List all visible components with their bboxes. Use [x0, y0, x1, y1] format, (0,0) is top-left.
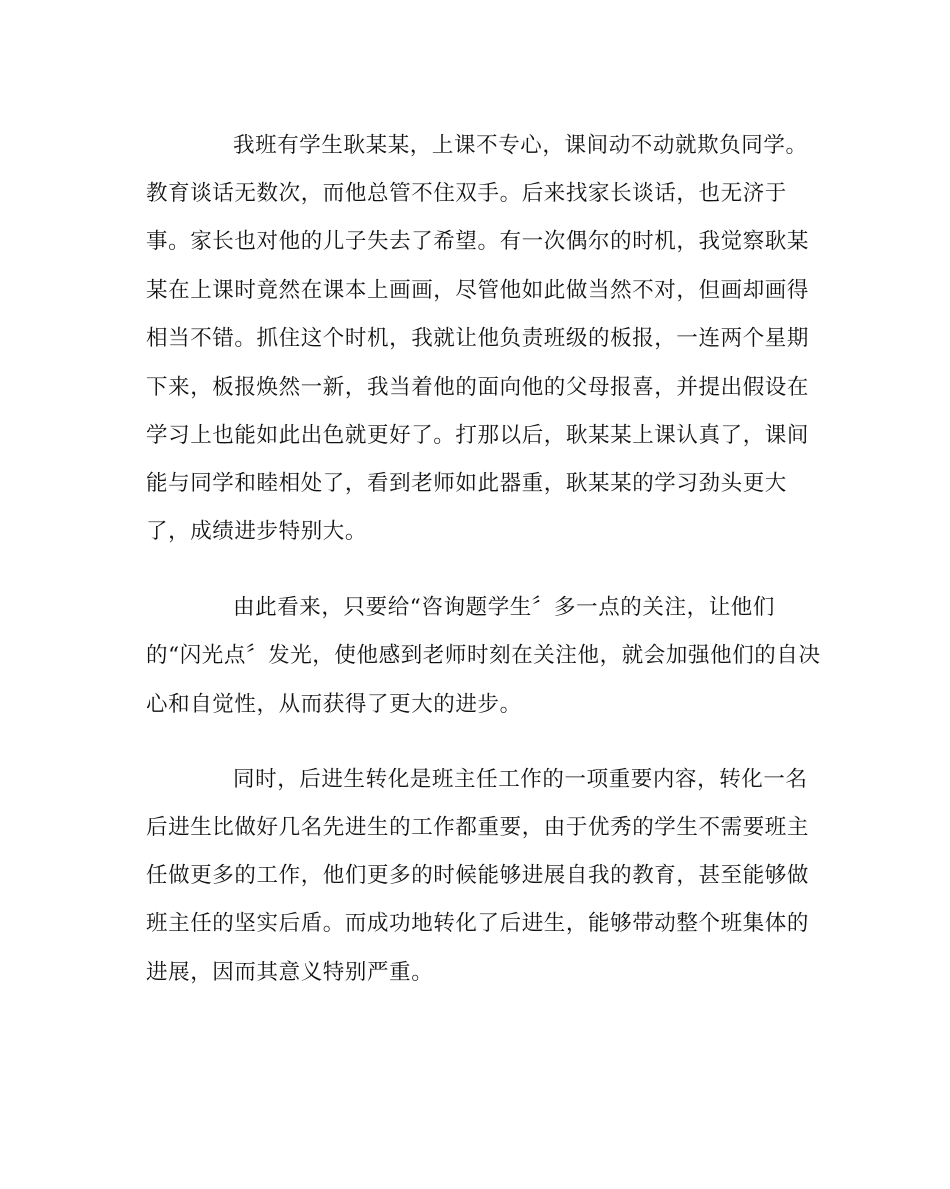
paragraph-2-line-2: 的“闪光点〞发光，使他感到老师时刻在关注他，就会加强他们的自决	[146, 643, 821, 668]
paragraph-2-line-1: 由此看来，只要给“咨询题学生〞多一点的关注，让他们	[233, 595, 775, 620]
paragraph-2-line-3: 心和自觉性，从而获得了更大的进步。	[146, 692, 522, 717]
paragraph-1-line-8: 能与同学和睦相处了，看到老师如此器重，耿某某的学习劲头更大	[146, 471, 787, 496]
paragraph-1-line-3: 事。家长也对他的儿子失去了希望。有一次偶尔的时机，我觉察耿某	[146, 229, 810, 254]
paragraph-1-line-9: 了，成绩进步特别大。	[146, 519, 368, 544]
paragraph-3-line-2: 后进生比做好几名先进生的工作都重要，由于优秀的学生不需要班主	[146, 815, 810, 840]
paragraph-1-line-5: 相当不错。抓住这个时机，我就让他负责班级的板报，一连两个星期	[146, 326, 810, 351]
paragraph-3-line-3: 任做更多的工作，他们更多的时候能够进展自我的教育，甚至能够做	[146, 863, 810, 888]
paragraph-3-line-4: 班主任的坚实后盾。而成功地转化了后进生，能够带动整个班集体的	[146, 911, 810, 936]
paragraph-1-line-1: 我班有学生耿某某，上课不专心，课间动不动就欺负同学。	[233, 133, 808, 158]
paragraph-3-line-1: 同时，后进生转化是班主任工作的一项重要内容，转化一名	[233, 767, 808, 792]
paragraph-1-line-4: 某在上课时竟然在课本上画画，尽管他如此做当然不对，但画却画得	[146, 278, 810, 303]
paragraph-1-line-2: 教育谈话无数次，而他总管不住双手。后来找家长谈话，也无济于	[146, 181, 787, 206]
paragraph-3-line-5: 进展，因而其意义特别严重。	[146, 960, 434, 985]
paragraph-1-line-6: 下来，板报焕然一新，我当着他的面向他的父母报喜，并提出假设在	[146, 375, 810, 400]
paragraph-1-line-7: 学习上也能如此出色就更好了。打那以后，耿某某上课认真了，课间	[146, 423, 810, 448]
